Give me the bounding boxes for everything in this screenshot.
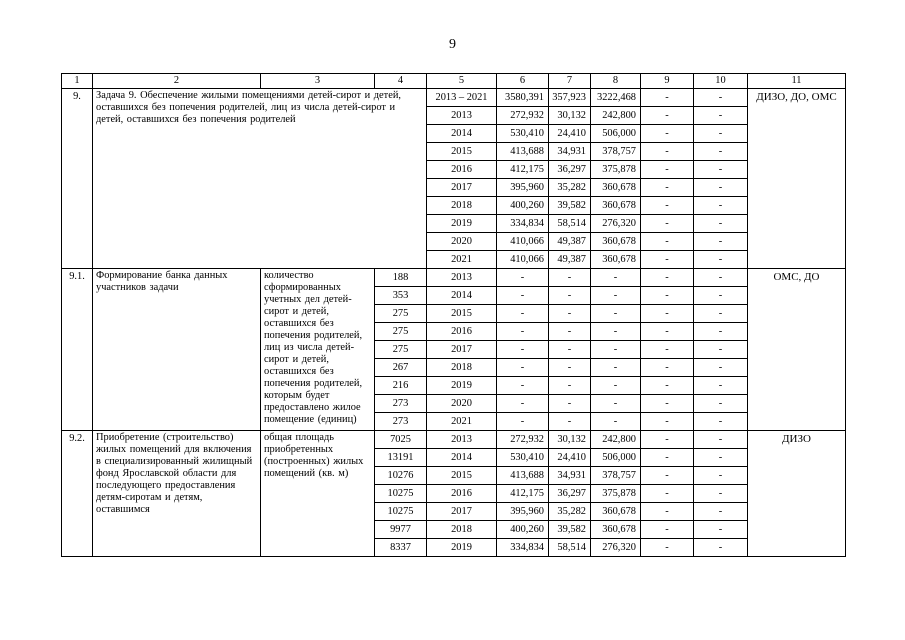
- other-sources-cell: -: [694, 341, 748, 359]
- regional-budget-cell: 34,931: [549, 467, 591, 485]
- indicator-value-cell: 275: [375, 305, 427, 323]
- indicator-value-cell: 9977: [375, 521, 427, 539]
- task-id-cell: 9.1.: [62, 269, 93, 431]
- year-cell: 2014: [427, 449, 497, 467]
- federal-budget-cell: -: [591, 359, 641, 377]
- year-cell: 2017: [427, 503, 497, 521]
- year-cell: 2017: [427, 179, 497, 197]
- other-sources-cell: -: [694, 449, 748, 467]
- year-cell: 2014: [427, 125, 497, 143]
- local-budget-cell: -: [641, 143, 694, 161]
- regional-budget-cell: -: [549, 395, 591, 413]
- header-cell: 1: [62, 74, 93, 89]
- table-row: [62, 269, 846, 287]
- local-budget-cell: -: [641, 287, 694, 305]
- total-cell: 400,260: [497, 197, 549, 215]
- federal-budget-cell: 360,678: [591, 197, 641, 215]
- local-budget-cell: -: [641, 395, 694, 413]
- header-cell: 8: [591, 74, 641, 89]
- total-cell: -: [497, 305, 549, 323]
- total-cell: 412,175: [497, 161, 549, 179]
- federal-budget-cell: -: [591, 377, 641, 395]
- header-cell: 9: [641, 74, 694, 89]
- other-sources-cell: -: [694, 197, 748, 215]
- year-cell: 2020: [427, 233, 497, 251]
- total-cell: 412,175: [497, 485, 549, 503]
- local-budget-cell: -: [641, 449, 694, 467]
- regional-budget-cell: -: [549, 323, 591, 341]
- other-sources-cell: -: [694, 485, 748, 503]
- year-cell: 2015: [427, 467, 497, 485]
- federal-budget-cell: 242,800: [591, 107, 641, 125]
- total-cell: -: [497, 323, 549, 341]
- other-sources-cell: -: [694, 161, 748, 179]
- total-cell: 530,410: [497, 449, 549, 467]
- regional-budget-cell: -: [549, 305, 591, 323]
- other-sources-cell: -: [694, 467, 748, 485]
- regional-budget-cell: -: [549, 341, 591, 359]
- indicator-cell: общая площадь приобретенных (построенных) жилых помещений (кв. м): [261, 431, 375, 557]
- other-sources-cell: -: [694, 503, 748, 521]
- regional-budget-cell: 35,282: [549, 179, 591, 197]
- federal-budget-cell: 360,678: [591, 503, 641, 521]
- header-cell: 3: [261, 74, 375, 89]
- federal-budget-cell: -: [591, 341, 641, 359]
- page-number: 9: [449, 37, 456, 52]
- local-budget-cell: -: [641, 503, 694, 521]
- indicator-value-cell: 216: [375, 377, 427, 395]
- federal-budget-cell: -: [591, 395, 641, 413]
- other-sources-cell: -: [694, 539, 748, 557]
- indicator-value-cell: 7025: [375, 431, 427, 449]
- header-cell: 7: [549, 74, 591, 89]
- year-cell: 2017: [427, 341, 497, 359]
- local-budget-cell: -: [641, 431, 694, 449]
- local-budget-cell: -: [641, 107, 694, 125]
- regional-budget-cell: 58,514: [549, 215, 591, 233]
- federal-budget-cell: -: [591, 413, 641, 431]
- executor-cell: ДИЗО, ДО, ОМС: [748, 89, 846, 269]
- task-name-cell: Приобретение (строительство) жилых помещений для включения в специализированный жилищный фонд Ярославской области для последующего предоставления детям-сиротам и детям, оставшимся: [93, 431, 261, 557]
- indicator-value-cell: 275: [375, 323, 427, 341]
- year-cell: 2019: [427, 215, 497, 233]
- executor-cell: ДИЗО: [748, 431, 846, 557]
- local-budget-cell: -: [641, 467, 694, 485]
- year-cell: 2016: [427, 161, 497, 179]
- total-cell: 400,260: [497, 521, 549, 539]
- local-budget-cell: -: [641, 125, 694, 143]
- federal-budget-cell: 506,000: [591, 125, 641, 143]
- indicator-value-cell: 8337: [375, 539, 427, 557]
- other-sources-cell: -: [694, 431, 748, 449]
- regional-budget-cell: 39,582: [549, 521, 591, 539]
- regional-budget-cell: 24,410: [549, 449, 591, 467]
- federal-budget-cell: 375,878: [591, 161, 641, 179]
- other-sources-cell: -: [694, 107, 748, 125]
- total-cell: 410,066: [497, 233, 549, 251]
- table-body: [62, 74, 846, 557]
- other-sources-cell: -: [694, 233, 748, 251]
- regional-budget-cell: 30,132: [549, 431, 591, 449]
- indicator-value-cell: 353: [375, 287, 427, 305]
- total-cell: 334,834: [497, 215, 549, 233]
- other-sources-cell: -: [694, 359, 748, 377]
- regional-budget-cell: 34,931: [549, 143, 591, 161]
- other-sources-cell: -: [694, 395, 748, 413]
- year-cell: 2016: [427, 485, 497, 503]
- header-row: [62, 74, 846, 89]
- year-cell: 2013: [427, 269, 497, 287]
- regional-budget-cell: 36,297: [549, 485, 591, 503]
- federal-budget-cell: 3222,468: [591, 89, 641, 107]
- local-budget-cell: -: [641, 179, 694, 197]
- other-sources-cell: -: [694, 377, 748, 395]
- local-budget-cell: -: [641, 539, 694, 557]
- local-budget-cell: -: [641, 413, 694, 431]
- local-budget-cell: -: [641, 305, 694, 323]
- federal-budget-cell: -: [591, 323, 641, 341]
- total-cell: 395,960: [497, 179, 549, 197]
- year-cell: 2019: [427, 539, 497, 557]
- federal-budget-cell: 378,757: [591, 467, 641, 485]
- year-cell: 2013: [427, 431, 497, 449]
- header-cell: 6: [497, 74, 549, 89]
- federal-budget-cell: 360,678: [591, 521, 641, 539]
- indicator-value-cell: 10275: [375, 485, 427, 503]
- regional-budget-cell: 58,514: [549, 539, 591, 557]
- header-cell: 5: [427, 74, 497, 89]
- year-cell: 2013: [427, 107, 497, 125]
- other-sources-cell: -: [694, 179, 748, 197]
- local-budget-cell: -: [641, 161, 694, 179]
- total-cell: -: [497, 395, 549, 413]
- year-cell: 2015: [427, 143, 497, 161]
- total-cell: -: [497, 341, 549, 359]
- program-table: [61, 73, 846, 557]
- local-budget-cell: -: [641, 197, 694, 215]
- task-name-cell: Задача 9. Обеспечение жилыми помещениями детей-сирот и детей, оставшихся без попечения родителей, лиц из числа детей-сирот и детей, оставшихся без попечения родителей: [93, 89, 427, 269]
- table-row: [62, 89, 846, 107]
- year-cell: 2019: [427, 377, 497, 395]
- other-sources-cell: -: [694, 143, 748, 161]
- regional-budget-cell: -: [549, 269, 591, 287]
- local-budget-cell: -: [641, 269, 694, 287]
- local-budget-cell: -: [641, 341, 694, 359]
- table-row: [62, 431, 846, 449]
- total-cell: 413,688: [497, 143, 549, 161]
- year-cell: 2021: [427, 413, 497, 431]
- year-cell: 2020: [427, 395, 497, 413]
- year-cell: 2021: [427, 251, 497, 269]
- federal-budget-cell: 276,320: [591, 539, 641, 557]
- total-cell: -: [497, 269, 549, 287]
- federal-budget-cell: 242,800: [591, 431, 641, 449]
- local-budget-cell: -: [641, 521, 694, 539]
- federal-budget-cell: 506,000: [591, 449, 641, 467]
- regional-budget-cell: 49,387: [549, 233, 591, 251]
- other-sources-cell: -: [694, 305, 748, 323]
- indicator-cell: количество сформированных учетных дел детей-сирот и детей, оставшихся без попечения родителей, лиц из числа детей-сирот и детей, оставшихся без попечения родителей, которым будет предоставлено жилое помещение (единиц): [261, 269, 375, 431]
- regional-budget-cell: -: [549, 413, 591, 431]
- local-budget-cell: -: [641, 377, 694, 395]
- year-cell: 2018: [427, 359, 497, 377]
- total-cell: 272,932: [497, 431, 549, 449]
- year-cell: 2018: [427, 521, 497, 539]
- indicator-value-cell: 275: [375, 341, 427, 359]
- local-budget-cell: -: [641, 89, 694, 107]
- federal-budget-cell: -: [591, 287, 641, 305]
- task-name-cell: Формирование банка данных участников задачи: [93, 269, 261, 431]
- other-sources-cell: -: [694, 125, 748, 143]
- indicator-value-cell: 13191: [375, 449, 427, 467]
- regional-budget-cell: 30,132: [549, 107, 591, 125]
- other-sources-cell: -: [694, 251, 748, 269]
- indicator-value-cell: 273: [375, 413, 427, 431]
- executor-cell: ОМС, ДО: [748, 269, 846, 431]
- other-sources-cell: -: [694, 89, 748, 107]
- local-budget-cell: -: [641, 251, 694, 269]
- local-budget-cell: -: [641, 233, 694, 251]
- total-cell: 530,410: [497, 125, 549, 143]
- regional-budget-cell: 24,410: [549, 125, 591, 143]
- year-cell: 2016: [427, 323, 497, 341]
- regional-budget-cell: 39,582: [549, 197, 591, 215]
- total-cell: 413,688: [497, 467, 549, 485]
- federal-budget-cell: 360,678: [591, 179, 641, 197]
- other-sources-cell: -: [694, 215, 748, 233]
- federal-budget-cell: -: [591, 269, 641, 287]
- total-cell: -: [497, 359, 549, 377]
- header-cell: 10: [694, 74, 748, 89]
- year-cell: 2013 – 2021: [427, 89, 497, 107]
- total-cell: 410,066: [497, 251, 549, 269]
- regional-budget-cell: -: [549, 287, 591, 305]
- indicator-value-cell: 267: [375, 359, 427, 377]
- total-cell: 272,932: [497, 107, 549, 125]
- other-sources-cell: -: [694, 413, 748, 431]
- other-sources-cell: -: [694, 323, 748, 341]
- local-budget-cell: -: [641, 359, 694, 377]
- total-cell: 395,960: [497, 503, 549, 521]
- total-cell: 334,834: [497, 539, 549, 557]
- indicator-value-cell: 273: [375, 395, 427, 413]
- local-budget-cell: -: [641, 323, 694, 341]
- other-sources-cell: -: [694, 287, 748, 305]
- total-cell: 3580,391: [497, 89, 549, 107]
- federal-budget-cell: 360,678: [591, 233, 641, 251]
- regional-budget-cell: 35,282: [549, 503, 591, 521]
- year-cell: 2014: [427, 287, 497, 305]
- header-cell: 2: [93, 74, 261, 89]
- regional-budget-cell: 357,923: [549, 89, 591, 107]
- local-budget-cell: -: [641, 485, 694, 503]
- indicator-value-cell: 10275: [375, 503, 427, 521]
- indicator-value-cell: 188: [375, 269, 427, 287]
- total-cell: -: [497, 413, 549, 431]
- year-cell: 2018: [427, 197, 497, 215]
- year-cell: 2015: [427, 305, 497, 323]
- federal-budget-cell: 378,757: [591, 143, 641, 161]
- federal-budget-cell: -: [591, 305, 641, 323]
- task-id-cell: 9.2.: [62, 431, 93, 557]
- federal-budget-cell: 276,320: [591, 215, 641, 233]
- other-sources-cell: -: [694, 269, 748, 287]
- header-cell: 4: [375, 74, 427, 89]
- total-cell: -: [497, 377, 549, 395]
- indicator-value-cell: 10276: [375, 467, 427, 485]
- header-cell: 11: [748, 74, 846, 89]
- other-sources-cell: -: [694, 521, 748, 539]
- regional-budget-cell: -: [549, 377, 591, 395]
- regional-budget-cell: 49,387: [549, 251, 591, 269]
- federal-budget-cell: 360,678: [591, 251, 641, 269]
- total-cell: -: [497, 287, 549, 305]
- local-budget-cell: -: [641, 215, 694, 233]
- regional-budget-cell: 36,297: [549, 161, 591, 179]
- federal-budget-cell: 375,878: [591, 485, 641, 503]
- regional-budget-cell: -: [549, 359, 591, 377]
- task-id-cell: 9.: [62, 89, 93, 269]
